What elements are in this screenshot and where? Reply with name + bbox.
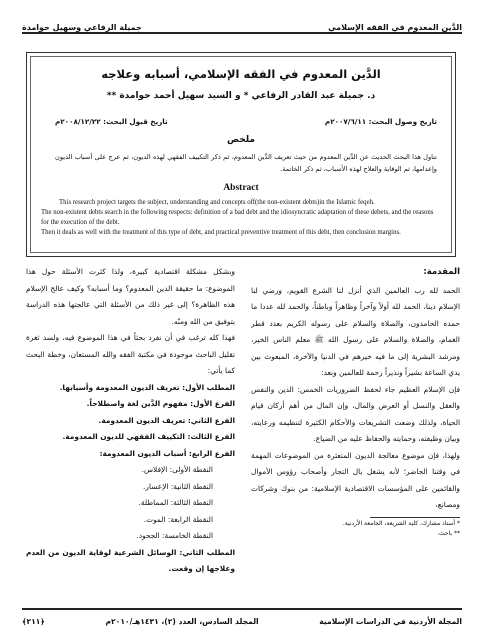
footnote-divider — [370, 517, 460, 518]
outline-entry: النقطة الثالثة: المماطلة. — [138, 498, 213, 507]
title-abstract-box — [26, 52, 456, 257]
header-authors: جميلة الرفاعي وسهيل حوامدة — [22, 23, 142, 32]
article-title: الدَّين المعدوم في الفقه الإسلامي، أسبابه وعلاجه — [101, 67, 381, 81]
outline-entry: الفرع الثالث: التكييف الفقهي للديون المعدومة. — [62, 432, 235, 441]
accepted-date: تاريخ قبول البحث: ٢٠٠٨/١٢/٢٢م — [55, 117, 168, 126]
outline-entry: الفرع الثاني: تعريف الديون المعدومة. — [98, 415, 235, 425]
body-paragraph: وبشكل مشكلة اقتصادية كبيرة، ولذا كثرت الأسئلة حول هذا الموضوع: ما حقيقة الدين المعدوم؟ وما أسبابه؟ وكيف عالج الإسلام هذه الظاهرة؟ إلى غير ذلك من الأسئلة التي عالجتها هذه الدراسة بتوفيق من الله ومنّه. — [26, 267, 235, 326]
abstract-line: Then it deals as well with the treatment of this type of debt, and practical preventive treatment of this debt, then conclusion margins. — [41, 229, 401, 236]
journal-name: المجلة الأردنية في الدراسات الإسلامية — [319, 617, 462, 626]
outline-entry: النقطة الخامسة: الجحود. — [136, 531, 213, 540]
body-columns — [26, 264, 460, 594]
intro-paragraph: الحمد لله رب العالمين الذي أنزل لنا الشرع القويم، ورضي لنا الإسلام دينا، الحمد لله أولاً وآخراً وظاهراً وباطناً، والحمد لله عددا ما حمده الحامدون، والصلاة والسلام على رسوله الكريم بعدد قطر الغمام، والصلاة والسلام على رسول الله ﷺ معلم الناس الخير، ومرشد البشرية إلى ما فيه خيرهم في الدنيا والآخرة، المبعوث بين يدي الساعة بشيراً ونذيراً رحمة للعالمين وبعد: — [251, 285, 460, 377]
outline-entry: النقطة الثانية: الإعسار. — [143, 481, 213, 491]
abstract-line: The non-existent debts search in the following respects: definition of a bad debt and the idiosyncratic adaptation of these debets, and the reasons for the execution of the debt. — [41, 209, 434, 226]
footnote: * أستاذ مشارك، كلية الشريعة، الجامعة الأردنية. — [342, 519, 460, 527]
header-title: الدَّين المعدوم في الفقه الإسلامي — [328, 23, 462, 32]
footnote: ** باحث. — [437, 529, 460, 537]
outline-entry: الفرع الأول: مفهوم الدَّين لغة واصطلاحاً. — [86, 399, 235, 408]
article-authors: د. جميلة عبد القادر الرفاعي * و السيد سهيل أحمد حوامدة ** — [106, 91, 376, 101]
abstract-text — [41, 198, 441, 257]
right-column — [251, 264, 460, 594]
outline-entry: النقطة الأولى: الإفلاس. — [141, 465, 213, 474]
summary-text: تناول هذا البحث الحديث عن الدَّين المعدوم من حيث تعريف الدَّين المعدوم، ثم ذكر التكييف الفقهي لهذه الديون، ثم عرج على أسباب الديون وإعدامها، ثم الوقاية والعلاج لهذه الأسباب، ثم ذكر الخاتمة. — [55, 153, 437, 173]
outline-entry: المطلب الثاني: الوسائل الشرعية لوقاية الديون من العدم وعلاجها إن وقعت. — [26, 547, 235, 573]
intro-paragraph: فإن الإسلام العظيم جاء لحفظ الضروريات الخمس: الدين والنفس والعقل والنسل أو العرض والمال، وإن المال من أهم أركان قيام الحياة، ولذلك وضعت التشريعات والأحكام الكثيرة لتنظيمه ورعايته، وبيان وظيفته، وحمايته والحفاظ عليه من الضياع. — [251, 384, 460, 443]
article-dates — [55, 117, 437, 126]
page-number: ﴿٢١١﴾ — [22, 617, 45, 626]
body-paragraph: فهذا كله ترغب في أن نفرد بحثاً في هذا الموضوع فيه، ولسد ثغرة تقليل الباحث موجودة في مكتبة الفقه والله المستعان، وخطة البحث كما يأتي: — [26, 333, 235, 375]
running-footer — [22, 608, 462, 626]
received-date: تاريخ وصول البحث: ٢٠٠٧/٦/١١م — [324, 117, 437, 126]
outline-entry: النقطة الرابعة: الموت. — [143, 514, 213, 524]
intro-paragraph: ولهذا، فإن موضوع معالجة الديون المتعثرة من الموضوعات المهمة في وقتنا الحاضر؛ لأنه يشغل بال التجار وأصحاب رؤوس الأموال والقائمين على المؤسسات الاقتصادية الإسلامية: من بنوك وشركات ومصانع، — [251, 450, 460, 509]
running-header — [22, 14, 462, 34]
left-column — [26, 264, 235, 594]
abstract-line: This research project targets the subject, understanding and concepts off(the non-existent debts)in the Islamic feqeh. — [59, 199, 375, 206]
abstract-title: Abstract — [223, 183, 259, 193]
summary-heading: ملخص — [226, 135, 255, 145]
outline-entry: الفرع الرابع: أسباب الديون المعدومة: — [99, 448, 235, 458]
outline-entry: المطلب الأول: تعريف الديون المعدومة وأسبابها. — [59, 382, 235, 392]
intro-heading: المقدمة: — [423, 267, 460, 277]
journal-issue: المجلد السادس، العدد (٢)، ١٤٣١هـ/٢٠١٠م — [105, 617, 259, 626]
